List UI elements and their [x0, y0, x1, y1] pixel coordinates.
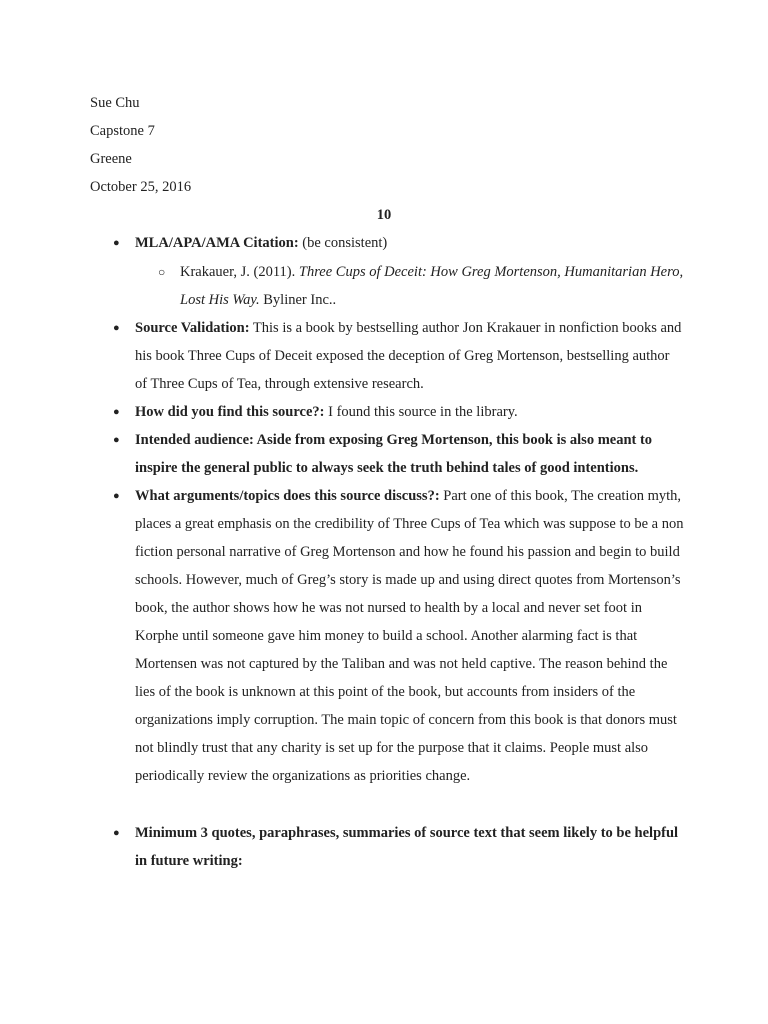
bullet-marker: ●: [113, 827, 120, 839]
citation-item: [135, 229, 685, 257]
find-text: I found this source in the library.: [324, 404, 518, 420]
author-name: Sue Chu: [90, 95, 140, 111]
sub-bullet-marker: ○: [158, 265, 166, 279]
citation-entry: [180, 258, 685, 314]
document-date: October 25, 2016: [90, 179, 192, 195]
citation-publisher: Byliner Inc..: [259, 292, 337, 308]
bullet-marker: ●: [113, 490, 120, 502]
citation-author: Krakauer, J. (2011).: [180, 264, 299, 280]
arguments-text: Part one of this book, The creation myth, places a great emphasis on the credibility of Three Cups of Tea which was suppose to be a non fiction personal narrative of Greg Mortenson and how he found his passion and begin to build schools. However, much of Greg’s story is made up and using direct quotes from Mortenson’s book, the author shows how he was not nursed to health by a local and never set foot in Korphe until someone gave him money to build a school. Another alarming fact is that Mortensen was not captured by the Taliban and was not held captive. The reason behind the lies of the book is unknown at this point of the book, but accounts from insiders of the organizations imply corruption. The main topic of concern from this book is that donors must not blindly trust that any charity is set up for the purpose that it claims. People must also periodically review the organizations as priorities change.: [135, 488, 684, 784]
page-number: 10: [376, 207, 392, 223]
bullet-marker: ●: [113, 322, 120, 334]
citation-text: (be consistent): [298, 235, 388, 251]
validation-item: [135, 314, 685, 398]
bullet-marker: ●: [113, 406, 120, 418]
validation-label: Source Validation:: [135, 320, 250, 336]
arguments-label: What arguments/topics does this source discuss?:: [135, 488, 440, 504]
course-name: Capstone 7: [90, 123, 155, 139]
quotes-item: Minimum 3 quotes, paraphrases, summaries of source text that seem likely to be helpful in future writing:: [135, 825, 679, 869]
find-label: How did you find this source?:: [135, 404, 325, 420]
arguments-item: [135, 482, 685, 790]
citation-label: MLA/APA/AMA Citation:: [135, 235, 299, 251]
validation-text: This is a book by bestselling author Jon Krakauer in nonfiction books and his book Three Cups of Deceit exposed the deception of Greg Mortenson, bestselling author of Three Cups of Tea, through extensive research.: [135, 320, 682, 392]
citation-title: Three Cups of Deceit: How Greg Mortenson, Humanitarian Hero, Lost His Way.: [180, 264, 684, 308]
find-item: [135, 398, 685, 426]
instructor-name: Greene: [90, 151, 132, 167]
bullet-marker: ●: [113, 237, 120, 249]
audience-item: Intended audience: Aside from exposing Greg Mortenson, this book is also meant to inspire the general public to always seek the truth behind tales of good intentions.: [135, 432, 653, 476]
bullet-marker: ●: [113, 434, 120, 446]
